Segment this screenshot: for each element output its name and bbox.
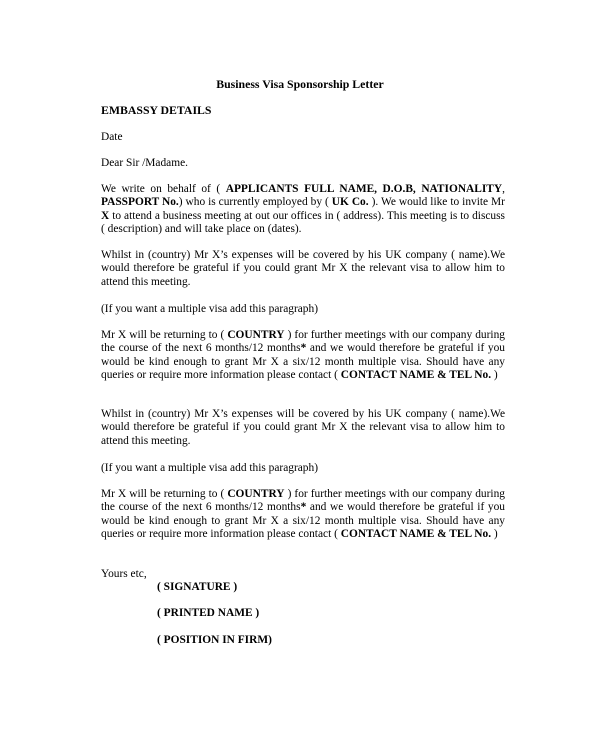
return-text-3: and we would therefore be grateful if you would be kind enough to grant Mr X a six/12 month multiple visa. Should have any queries or require more information please contact (: [101, 342, 505, 382]
asterisk-mark: *: [300, 501, 307, 514]
return-text-3: and we would therefore be grateful if you would be kind enough to grant Mr X a six/12 month multiple visa. Should have any queries or require more information please contact (: [101, 501, 505, 541]
intro-comma: ,: [502, 183, 505, 195]
printed-name-placeholder: ( PRINTED NAME ): [157, 607, 260, 619]
return-text-4: ): [493, 528, 498, 541]
date-line: Date: [101, 131, 123, 143]
uk-company: UK Co.: [331, 196, 369, 209]
return-text-1: Mr X will be returning to (: [101, 329, 225, 341]
passport-number: PASSPORT No.: [101, 196, 179, 209]
paragraph-return-2: [101, 488, 505, 542]
paragraph-multiple-visa-note-2: (If you want a multiple visa add this paragraph): [101, 462, 318, 474]
closing-line: Yours etc,: [101, 568, 147, 580]
contact-placeholder: CONTACT NAME & TEL No.: [340, 528, 492, 541]
salutation: Dear Sir /Madame.: [101, 157, 188, 169]
intro-text-4: to attend a business meeting at out our offices in ( address). This meeting is to discuss ( description) and will take place on (dates).: [101, 209, 505, 236]
mr-x-name: X: [101, 209, 110, 222]
return-text-1: Mr X will be returning to (: [101, 488, 225, 500]
country-placeholder: COUNTRY: [227, 488, 285, 500]
country-placeholder: COUNTRY: [227, 329, 285, 341]
signature-placeholder: ( SIGNATURE ): [157, 581, 238, 593]
embassy-details-heading: EMBASSY DETAILS: [101, 103, 212, 117]
return-text-4: ): [493, 369, 498, 382]
paragraph-multiple-visa-note-1: (If you want a multiple visa add this paragraph): [101, 303, 318, 315]
asterisk-mark: *: [300, 342, 307, 355]
paragraph-intro: [101, 183, 505, 237]
letter-title: Business Visa Sponsorship Letter: [216, 77, 384, 91]
paragraph-expenses-1: Whilst in (country) Mr X’s expenses will be covered by his UK company ( name).We would therefore be grateful if you could grant Mr X the relevant visa to allow him to attend this meeting.: [101, 249, 505, 288]
position-placeholder: ( POSITION IN FIRM): [157, 634, 272, 646]
intro-text-2: ) who is currently employed by (: [178, 196, 329, 209]
contact-placeholder: CONTACT NAME & TEL No.: [340, 369, 492, 382]
paragraph-return-1: [101, 329, 505, 383]
intro-text-3: ). We would like to invite Mr: [371, 196, 505, 209]
return-text-2: ) for further meetings with our company during the course of the next 6 months/12 months: [101, 329, 505, 355]
intro-text-1: We write on behalf of (: [101, 183, 221, 195]
applicant-details: APPLICANTS FULL NAME, D.O.B, NATIONALITY: [225, 183, 503, 195]
paragraph-expenses-2: Whilst in (country) Mr X’s expenses will be covered by his UK company ( name).We would therefore be grateful if you could grant Mr X the relevant visa to allow him to attend this meeting.: [101, 408, 505, 447]
return-text-2: ) for further meetings with our company during the course of the next 6 months/12 months: [101, 488, 505, 514]
